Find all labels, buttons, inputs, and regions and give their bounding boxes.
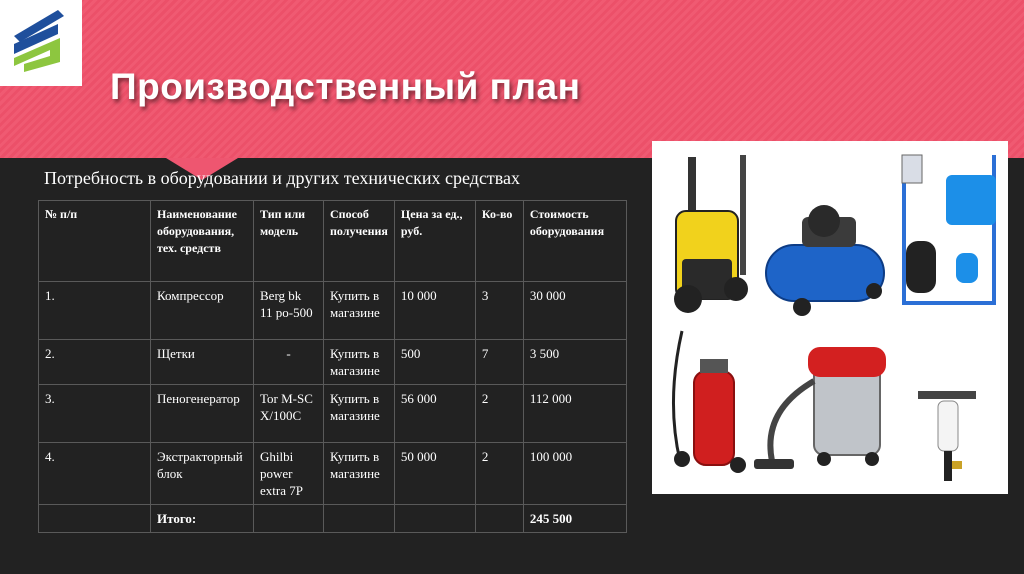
table-cell: Щетки: [151, 340, 254, 385]
column-header: Цена за ед., руб.: [394, 201, 475, 282]
total-value: 245 500: [523, 505, 626, 533]
column-header: Наименование оборудования, тех. средств: [151, 201, 254, 282]
table-row: [39, 443, 627, 505]
total-label: Итого:: [151, 505, 254, 533]
air-compressor-icon: [766, 205, 884, 316]
table-cell: 112 000: [523, 385, 626, 443]
table-cell: 50 000: [394, 443, 475, 505]
table-header-row: [39, 201, 627, 282]
table-cell: 500: [394, 340, 475, 385]
table-cell: [394, 505, 475, 533]
water-treatment-icon: [902, 155, 996, 305]
table-cell: -: [254, 340, 324, 385]
table-cell: [324, 505, 395, 533]
column-header: Стоимость оборудования: [523, 201, 626, 282]
table-cell: Компрессор: [151, 282, 254, 340]
table-cell: 30 000: [523, 282, 626, 340]
foam-lance-icon: [918, 391, 976, 481]
vacuum-cleaner-icon: [754, 347, 886, 469]
page-title: Производственный план: [110, 66, 581, 107]
table-cell: Экстракторный блок: [151, 443, 254, 505]
table-cell: Tor M-SCX/100C: [254, 385, 324, 443]
table-cell: Ghilbi power extra 7P: [254, 443, 324, 505]
table-caption: Потребность в оборудовании и других технических средствах: [44, 168, 521, 188]
pressure-washer-icon: [674, 155, 748, 313]
table-cell: 2: [475, 385, 523, 443]
logo: [0, 0, 82, 86]
table-row: [39, 282, 627, 340]
table-cell: 4.: [39, 443, 151, 505]
equipment-table: [38, 200, 627, 533]
table-cell: 1.: [39, 282, 151, 340]
foam-sprayer-icon: [673, 331, 746, 473]
table-cell: [475, 505, 523, 533]
table-cell: Berg bk 11 ро-500: [254, 282, 324, 340]
table-cell: 7: [475, 340, 523, 385]
table-cell: Купить в магазине: [324, 282, 395, 340]
table-cell: 3 500: [523, 340, 626, 385]
table-cell: Купить в магазине: [324, 443, 395, 505]
table-cell: 56 000: [394, 385, 475, 443]
table-cell: 100 000: [523, 443, 626, 505]
table-row: [39, 385, 627, 443]
table-cell: [39, 505, 151, 533]
equipment-photo: [652, 141, 1008, 494]
table-total-row: [39, 505, 627, 533]
table-cell: 10 000: [394, 282, 475, 340]
table-row: [39, 340, 627, 385]
column-header: Способ получения: [324, 201, 395, 282]
column-header: № п/п: [39, 201, 151, 282]
table-cell: Купить в магазине: [324, 385, 395, 443]
table-cell: 2.: [39, 340, 151, 385]
column-header: Ко-во: [475, 201, 523, 282]
column-header: Тип или модель: [254, 201, 324, 282]
table-cell: Пеногенератор: [151, 385, 254, 443]
table-cell: [254, 505, 324, 533]
table-cell: Купить в магазине: [324, 340, 395, 385]
logo-icon: [0, 0, 82, 86]
table-cell: 3.: [39, 385, 151, 443]
table-cell: 2: [475, 443, 523, 505]
table-cell: 3: [475, 282, 523, 340]
